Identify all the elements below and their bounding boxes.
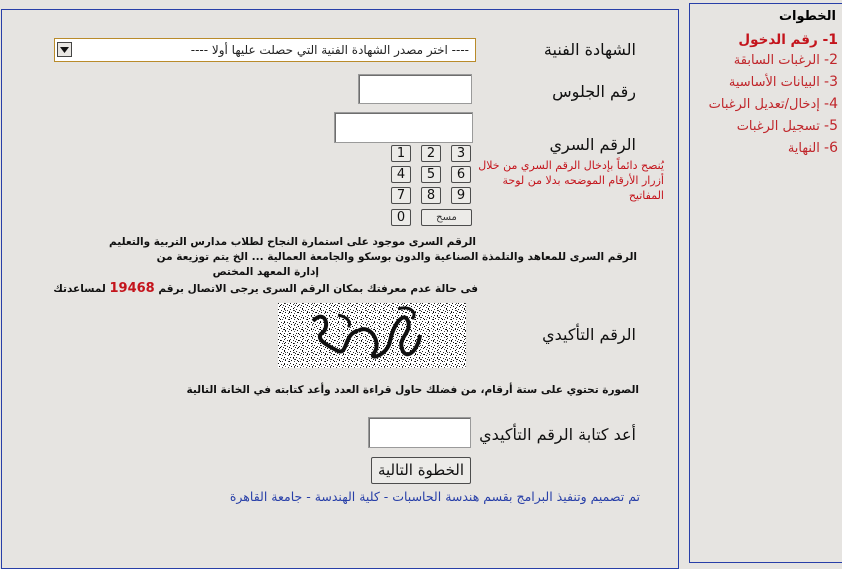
step-login[interactable]: 1- رقم الدخول — [738, 32, 838, 48]
footer-credit: تم تصميم وتنفيذ البرامج بقسم هندسة الحاسبات - كلية الهندسة - جامعة القاهرة — [229, 489, 640, 504]
keypad-0[interactable]: 0 — [391, 209, 411, 226]
step-register-wishes[interactable]: 5- تسجيل الرغبات — [736, 118, 838, 134]
password-keypad-note: يُنصح دائماً بإدخال الرقم السري من خلال أزرار الأرقام الموضحه بدلا من لوحة المفاتيح — [478, 159, 664, 202]
step-end[interactable]: 6- النهاية — [787, 140, 838, 156]
password-info-line-3: إدارة المعهد المختص — [212, 266, 319, 278]
step-edit-wishes[interactable]: 4- إدخال/تعديل الرغبات — [708, 96, 838, 112]
seat-number-label: رقم الجلوس — [552, 82, 636, 101]
keypad-9[interactable]: 9 — [451, 187, 471, 204]
captcha-label: الرقم التأكيدي — [542, 325, 636, 344]
captcha-image — [278, 303, 466, 368]
keypad-6[interactable]: 6 — [451, 166, 471, 183]
password-label: الرقم السري — [549, 135, 636, 154]
steps-title: الخطوات — [778, 9, 836, 24]
certificate-label: الشهادة الفنية — [543, 40, 636, 59]
steps-panel — [689, 3, 842, 563]
keypad-3[interactable]: 3 — [451, 145, 471, 162]
chevron-down-icon[interactable] — [57, 42, 72, 57]
captcha-retype-label: أعد كتابة الرقم التأكيدي — [479, 425, 636, 444]
password-help-line: فى حالة عدم معرفتك بمكان الرقم السرى يرجى الاتصال برقم 19468 لمساعدتك — [53, 281, 478, 296]
captcha-retype-input[interactable] — [368, 417, 471, 448]
seat-number-input[interactable] — [358, 74, 472, 104]
password-info-line-1: الرقم السرى موجود على استمارة النجاح لطلاب مدارس التربية والتعليم — [109, 236, 476, 248]
keypad-2[interactable]: 2 — [421, 145, 441, 162]
keypad-7[interactable]: 7 — [391, 187, 411, 204]
keypad-4[interactable]: 4 — [391, 166, 411, 183]
step-basic-data[interactable]: 3- البيانات الأساسية — [728, 74, 838, 90]
keypad-8[interactable]: 8 — [421, 187, 441, 204]
step-previous-wishes[interactable]: 2- الرغبات السابقة — [733, 52, 838, 68]
keypad-clear-button[interactable]: مسح — [421, 209, 472, 226]
captcha-instructions: الصورة تحتوي على ستة أرقام، من فضلك حاول قراءة العدد وأعد كتابته في الخانة التالية — [186, 384, 639, 396]
password-input[interactable] — [334, 112, 473, 143]
next-step-button[interactable]: الخطوة التالية — [371, 457, 471, 484]
certificate-select[interactable] — [54, 38, 476, 62]
certificate-select-value: ---- اختر مصدر الشهادة الفنية التي حصلت عليها أولا ---- — [190, 43, 469, 57]
help-phone-number: 19468 — [109, 281, 155, 296]
keypad-1[interactable]: 1 — [391, 145, 411, 162]
keypad-5[interactable]: 5 — [421, 166, 441, 183]
password-info-line-2: الرقم السرى للمعاهد والتلمذة الصناعية والدون بوسكو والجامعة العمالية ... الخ يتم توزيعة من — [156, 251, 637, 263]
